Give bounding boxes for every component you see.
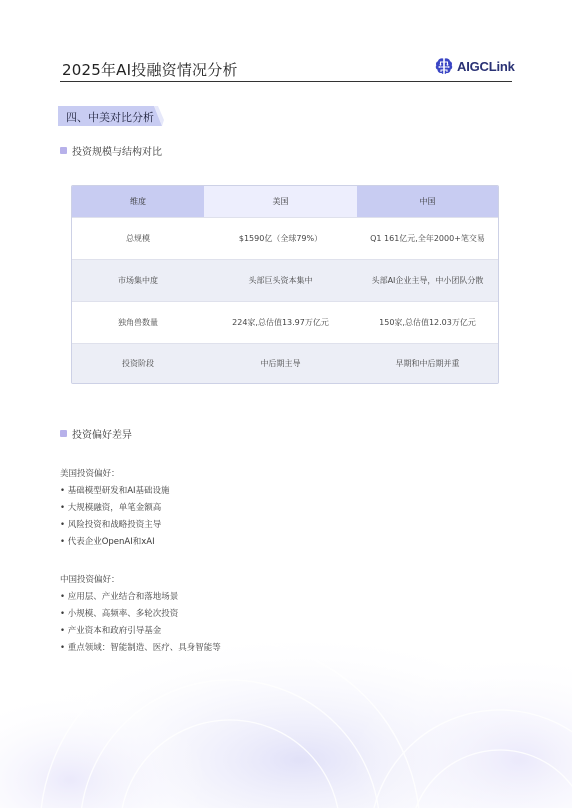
table-cell: 独角兽数量 [72, 302, 204, 343]
square-bullet-icon [60, 147, 67, 154]
table-cell: 中后期主导 [204, 344, 357, 383]
table-row [72, 259, 498, 301]
list-item: • 产业资本和政府引导基金 [60, 626, 162, 636]
table-header-row [72, 186, 498, 217]
section-title: 四、中美对比分析 [66, 111, 154, 124]
table-cell: 头部AI企业主导，中小团队分散 [357, 260, 498, 301]
table-header-cell: 维度 [72, 186, 204, 217]
list-item: • 重点领域：智能制造、医疗、具身智能等 [60, 643, 221, 653]
table-cell: 224家,总估值13.97万亿元 [204, 302, 357, 343]
list-item: • 应用层、产业结合和落地场景 [60, 592, 179, 602]
us-preference-title: 美国投资偏好： [60, 469, 120, 479]
table-cell: 早期和中后期并重 [357, 344, 498, 383]
subsection-heading-preference [60, 426, 132, 441]
table-cell: 市场集中度 [72, 260, 204, 301]
list-item: • 代表企业OpenAI和xAI [60, 537, 155, 547]
table-cell: 投资阶段 [72, 344, 204, 383]
logo-text: AIGCLink [457, 58, 515, 74]
section-heading [58, 106, 162, 126]
subsection-title: 投资偏好差异 [72, 430, 132, 441]
subsection-heading-scale [60, 143, 162, 158]
square-bullet-icon [60, 430, 67, 437]
list-item: • 基础模型研发和AI基础设施 [60, 486, 170, 496]
brain-logo-icon [434, 56, 454, 76]
table-cell: 150家,总估值12.03万亿元 [357, 302, 498, 343]
header-divider [60, 81, 512, 82]
table-cell: 头部巨头资本集中 [204, 260, 357, 301]
table-header-cell: 中国 [357, 186, 498, 217]
table-row [72, 343, 498, 383]
table-cell: Q1 161亿元,全年2000+笔交易 [357, 218, 498, 259]
table-header-cell: 美国 [204, 186, 357, 217]
list-item: • 风险投资和战略投资主导 [60, 520, 162, 530]
list-item: • 小规模、高频率、多轮次投资 [60, 609, 179, 619]
cn-preference-title: 中国投资偏好： [60, 575, 120, 585]
table-cell: $1590亿（全球79%） [204, 218, 357, 259]
subsection-title: 投资规模与结构对比 [72, 147, 162, 158]
document-title: 2025年AI投融资情况分析 [62, 61, 238, 79]
table-row [72, 217, 498, 259]
comparison-table [71, 185, 499, 384]
aigclink-logo [434, 56, 515, 76]
table-cell: 总规模 [72, 218, 204, 259]
list-item: • 大规模融资，单笔金额高 [60, 503, 162, 513]
table-row [72, 301, 498, 343]
